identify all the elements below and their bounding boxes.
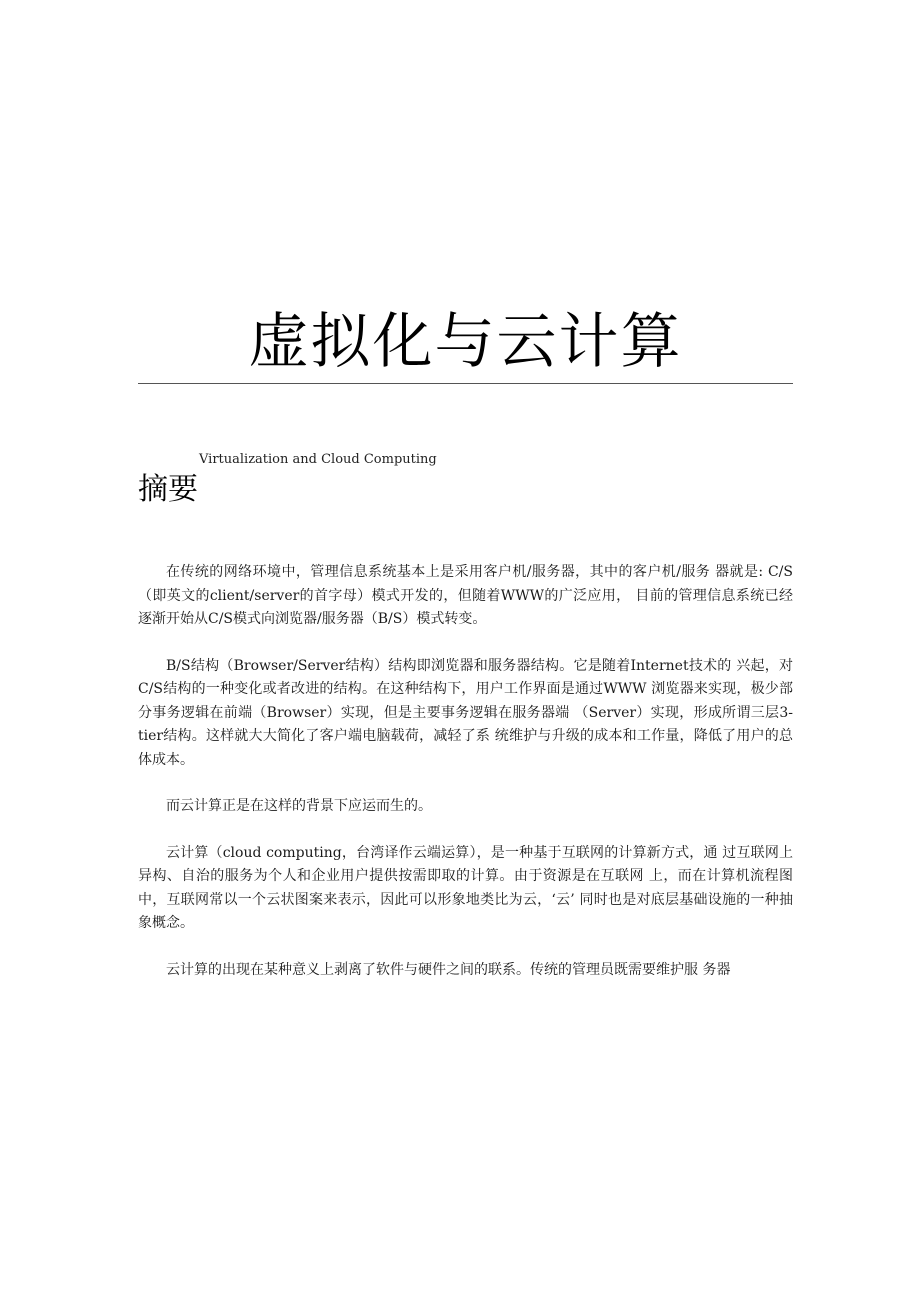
document-title: 虚拟化与云计算	[248, 307, 683, 377]
title-divider	[138, 383, 793, 384]
paragraph: B/S结构（Browser/Server结构）结构即浏览器和服务器结构。它是随着Internet技术的 兴起，对C/S结构的一种变化或者改进的结构。在这种结构下，用户工作界面是通过WWW 浏览器来实现，极少部分事务逻辑在前端（Browser）实现，但是主要事务逻辑在服务器端 （Server）实现，形成所谓三层3-tier结构。这样就大大简化了客户端电脑载荷，减轻了系 统维护与升级的成本和工作量，降低了用户的总体成本。	[138, 657, 793, 768]
paragraph: 云计算的出现在某种意义上剥离了软件与硬件之间的联系。传统的管理员既需要维护服 务器	[166, 961, 731, 978]
paragraph: 而云计算正是在这样的背景下应运而生的。	[166, 798, 432, 814]
paragraph: 在传统的网络环境中，管理信息系统基本上是采用客户机/服务器，其中的客户机/服务 器就是: C/S（即英文的client/server的首字母）模式开发的，但随着WWW的广泛应用， 目前的管理信息系统已经逐渐开始从C/S模式向浏览器/服务器（B/S）模式转变。	[138, 564, 793, 627]
abstract-body	[138, 561, 793, 1005]
paragraph: 云计算（cloud computing，台湾译作云端运算），是一种基于互联网的计算新方式，通 过互联网上异构、自治的服务为个人和企业用户提供按需即取的计算。由于资源是在互联网 上，而在计算机流程图中，互联网常以一个云状图案来表示，因此可以形象地类比为云，‘云’ 同时也是对底层基础设施的一种抽象概念。	[138, 844, 793, 931]
document-subtitle: Virtualization and Cloud Computing	[199, 452, 437, 467]
section-heading-abstract: 摘要	[138, 472, 198, 507]
